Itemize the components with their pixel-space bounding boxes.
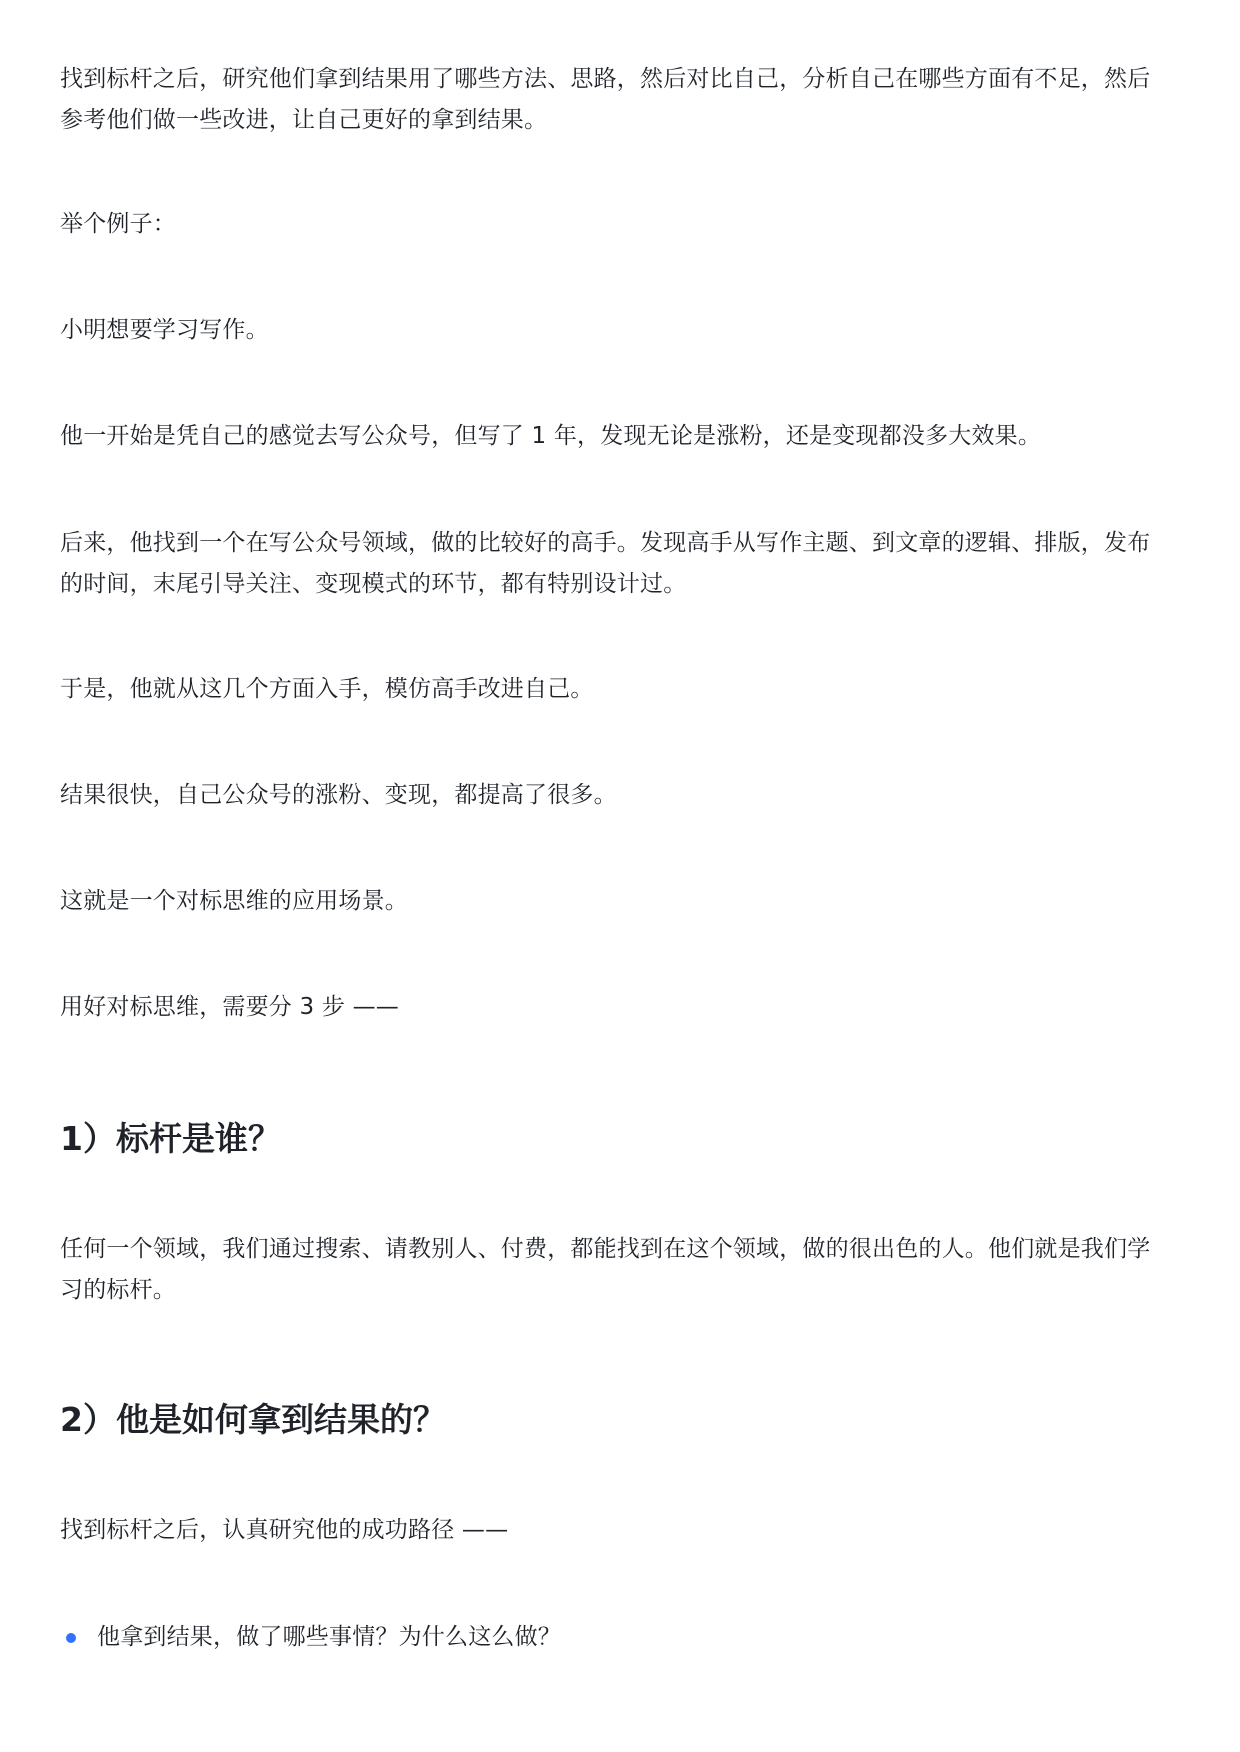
paragraph-xiaoming: 小明想要学习写作。	[60, 317, 269, 343]
paragraph-first-attempt: 他一开始是凭自己的感觉去写公众号，但写了 1 年，发现无论是涨粉，还是变现都没多大效果。	[60, 423, 1042, 449]
paragraph-imitate: 于是，他就从这几个方面入手，模仿高手改进自己。	[60, 676, 594, 702]
paragraph-result: 结果很快，自己公众号的涨粉、变现，都提高了很多。	[60, 782, 617, 808]
paragraph-intro: 找到标杆之后，研究他们拿到结果用了哪些方法、思路，然后对比自己，分析自己在哪些方面有不足，然后参考他们做一些改进，让自己更好的拿到结果。	[60, 66, 1151, 133]
list-item-text: 他拿到结果，做了哪些事情？为什么这么做？	[97, 1624, 561, 1650]
heading-step-2: 2）他是如何拿到结果的？	[60, 1400, 446, 1439]
paragraph-example-label: 举个例子：	[60, 211, 176, 237]
heading-step-1: 1）标杆是谁？	[60, 1119, 281, 1158]
paragraph-step-2-intro: 找到标杆之后，认真研究他的成功路径 ——	[60, 1517, 509, 1543]
paragraph-step-1-body: 任何一个领域，我们通过搜索、请教别人、付费，都能找到在这个领域，做的很出色的人。他们就是我们学习的标杆。	[60, 1236, 1151, 1303]
list-item	[60, 1617, 1170, 1658]
paragraph-three-steps: 用好对标思维，需要分 3 步 ——	[60, 994, 399, 1020]
paragraph-found-expert: 后来，他找到一个在写公众号领域，做的比较好的高手。发现高手从写作主题、到文章的逻辑、排版，发布的时间，末尾引导关注、变现模式的环节，都有特别设计过。	[60, 530, 1151, 597]
bullet-dot-icon	[66, 1633, 76, 1643]
paragraph-scenario: 这就是一个对标思维的应用场景。	[60, 888, 408, 914]
